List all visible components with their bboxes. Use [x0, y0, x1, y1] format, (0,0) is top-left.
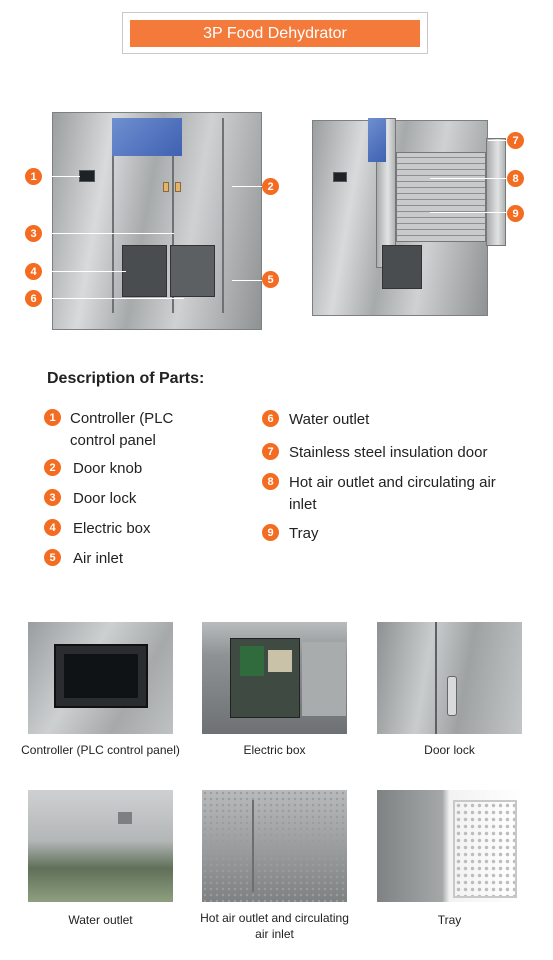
controller-panel-shape — [54, 644, 148, 708]
part-number: 4 — [44, 519, 61, 536]
caption-tray: Tray — [437, 913, 462, 927]
photo-tray — [377, 790, 522, 902]
part-item — [262, 523, 318, 545]
callout-1: 1 — [25, 168, 42, 185]
photo-water-outlet — [28, 790, 173, 902]
part-item — [44, 458, 142, 480]
door-knob — [175, 182, 181, 192]
callout-8: 8 — [507, 170, 524, 187]
part-number: 6 — [262, 410, 279, 427]
part-label: Door lock — [73, 490, 137, 507]
photo-controller — [28, 622, 173, 734]
part-item — [44, 408, 214, 452]
photo-hot-air-outlet — [202, 790, 347, 902]
caption-controller: Controller (PLC control panel) — [21, 743, 180, 757]
nameplate — [368, 118, 386, 162]
door-seam — [222, 118, 224, 313]
interior-trays — [396, 152, 486, 242]
part-label: Air inlet — [73, 550, 124, 567]
part-number: 1 — [44, 409, 61, 426]
part-label: Electric box — [73, 520, 151, 537]
nameplate — [112, 118, 182, 156]
page-title: 3P Food Dehydrator — [130, 20, 420, 47]
lower-panel — [170, 245, 215, 297]
caption-water-outlet: Water outlet — [68, 913, 133, 927]
callout-3: 3 — [25, 225, 42, 242]
tray-shape — [453, 800, 517, 898]
description-heading: Description of Parts: — [47, 370, 205, 387]
part-item — [44, 548, 123, 570]
part-label: Water outlet — [289, 411, 370, 428]
callout-4: 4 — [25, 263, 42, 280]
door-knob — [163, 182, 169, 192]
part-label: Hot air outlet and circulating air inlet — [289, 474, 496, 513]
photo-electric-box — [202, 622, 347, 734]
caption-door-lock: Door lock — [424, 743, 475, 757]
controller-screen — [333, 172, 347, 182]
part-number: 3 — [44, 489, 61, 506]
callout-7: 7 — [507, 132, 524, 149]
part-label: Stainless steel insulation door — [289, 444, 488, 461]
part-label: Controller (PLC control panel — [70, 410, 174, 449]
callout-9: 9 — [507, 205, 524, 222]
part-label: Tray — [289, 525, 319, 542]
callout-6: 6 — [25, 290, 42, 307]
part-number: 5 — [44, 549, 61, 566]
part-number: 8 — [262, 473, 279, 490]
part-number: 7 — [262, 443, 279, 460]
part-item — [262, 472, 522, 516]
lock-handle — [447, 676, 457, 716]
controller-screen — [79, 170, 95, 182]
callout-2: 2 — [262, 178, 279, 195]
part-item — [44, 488, 136, 510]
electric-box — [122, 245, 167, 297]
part-number: 2 — [44, 459, 61, 476]
caption-electric-box: Electric box — [243, 743, 306, 757]
part-item — [44, 518, 151, 540]
part-label: Door knob — [73, 460, 143, 477]
part-item — [262, 442, 487, 464]
insulation-door — [486, 138, 506, 246]
electric-box — [382, 245, 422, 289]
callout-5: 5 — [262, 271, 279, 288]
caption-hot-air-outlet: Hot air outlet and circulating air inlet — [200, 911, 349, 941]
part-item — [262, 409, 369, 431]
photo-door-lock — [377, 622, 522, 734]
part-number: 9 — [262, 524, 279, 541]
